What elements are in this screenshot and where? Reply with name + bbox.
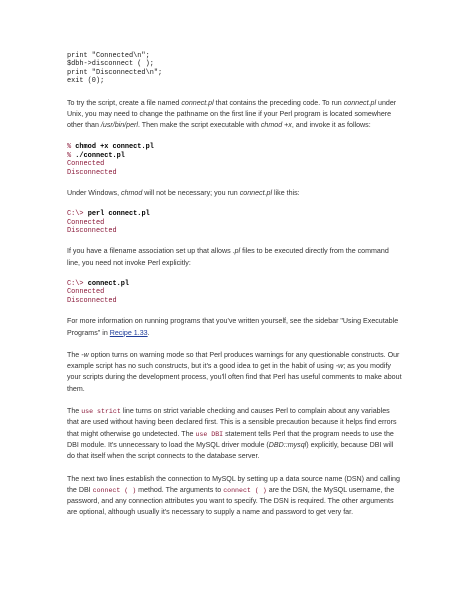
code-line: print "Disconnected\n"; xyxy=(67,68,163,77)
paragraph-use-strict: The use strict line turns on strict variable checking and causes Perl to complain about any variables that are used without having been declared first. This is a sensible precaution because it helps find errors that might otherwise go undetected. The use DBI statement tells Perl that the program needs to use the DBI module. It's unnecessary to load the MySQL driver module (DBD::mysql) explicitly, because DBI will do that itself when the script connects to the database server. xyxy=(67,407,397,461)
code-output-line: Connected xyxy=(67,160,105,169)
paragraph-try-script: To try the script, create a file named connect.pl that contains the preceding code. To run connect.pl under Unix, you may need to change the pathname on the first line if your Perl program is located somewhere other than /usr/bin/perl. Then make the script executable with chmod +x, and invoke it as follows: xyxy=(67,98,397,130)
code-line: % ./connect.pl xyxy=(67,151,125,160)
paragraph-file-association: If you have a filename association set up that allows .pl files to be executed directly from the command line, you need not invoke Perl explicitly: xyxy=(67,247,389,267)
code-line: % chmod +x connect.pl xyxy=(67,143,154,152)
code-block-unix xyxy=(67,143,403,177)
code-line: C:\> perl connect.pl xyxy=(67,210,150,219)
code-line: C:\> connect.pl xyxy=(67,280,130,289)
code-block-windows-direct xyxy=(67,280,403,305)
paragraph-windows: Under Windows, chmod will not be necessary; you run connect.pl like this: xyxy=(67,189,300,198)
code-output-line: Connected xyxy=(67,218,105,227)
code-block-script-end xyxy=(67,52,403,86)
paragraph-more-info: For more information on running programs that you've written yourself, see the sidebar "Using Executable Programs" in Recipe 1.33. xyxy=(67,317,399,337)
code-line: print "Connected\n"; xyxy=(67,52,150,60)
code-output-line: Connected xyxy=(67,288,105,297)
code-output-line: Disconnected xyxy=(67,296,117,305)
code-line: exit (0); xyxy=(67,77,105,86)
code-block-windows-perl xyxy=(67,210,403,235)
code-line: $dbh->disconnect ( ); xyxy=(67,60,154,69)
recipe-link[interactable]: Recipe 1.33 xyxy=(109,328,148,337)
code-output-line: Disconnected xyxy=(67,168,117,177)
document-page xyxy=(67,52,403,519)
paragraph-connection: The next two lines establish the connection to MySQL by setting up a data source name (DSN) and calling the DBI connect ( ) method. The arguments to connect ( ) are the DSN, the MySQL username, the password, and any connection attributes you want to specify. The DSN is required. The other arguments are optional, although usually it's necessary to supply a name and password to get very far. xyxy=(67,474,400,517)
paragraph-warning-option: The -w option turns on warning mode so that Perl produces warnings for any questionable constructs. Our example script has no such constructs, but it's a good idea to get in the habit of using -w; as you modify your scripts during the development process, you'll often find that Perl has useful comments to make about them. xyxy=(67,350,402,393)
code-output-line: Disconnected xyxy=(67,227,117,236)
